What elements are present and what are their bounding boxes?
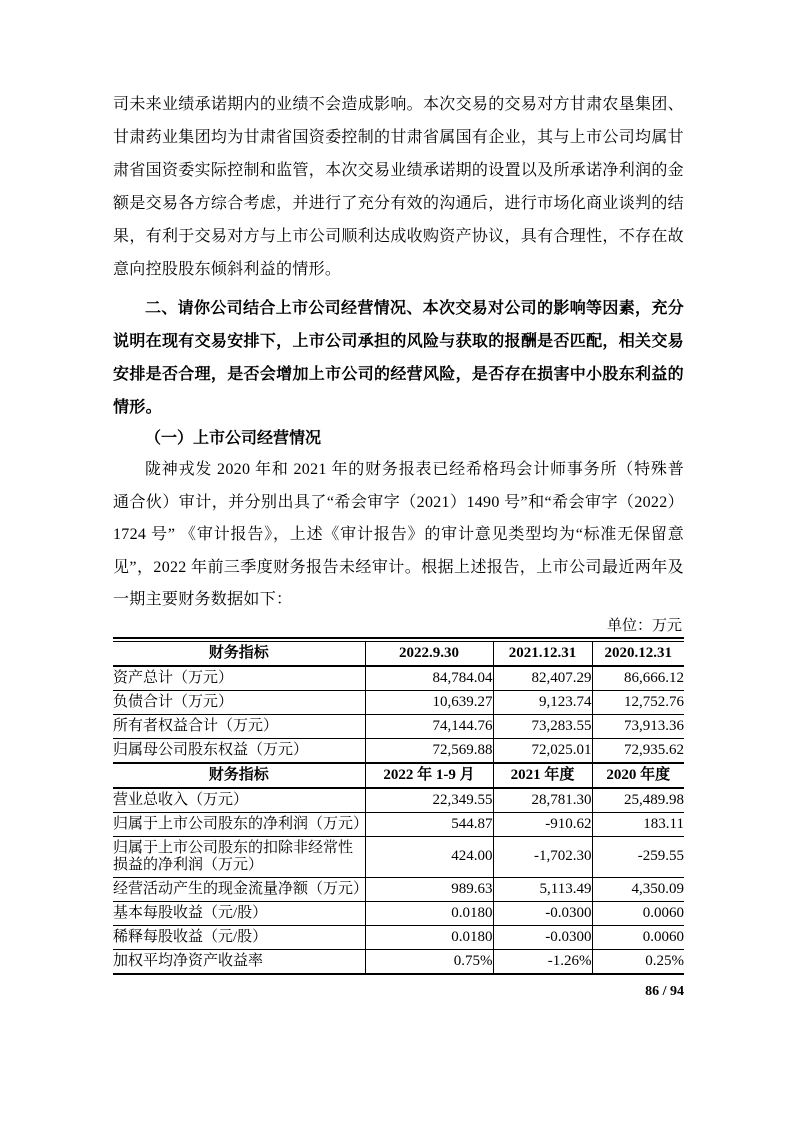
table-row [113,788,684,813]
indicator-value-cell: 544.87 [365,812,493,836]
question-2-heading: 二、请你公司结合上市公司经营情况、本次交易对公司的影响等因素，充分说明在现有交易安排下，上市公司承担的风险与获取的报酬是否匹配，相关交易安排是否合理，是否会增加上市公司的经营风险，是否存在损害中小股东利益的情形。 [113,300,684,416]
indicator-value-cell: 73,283.55 [493,714,592,738]
indicator-label-cell: 负债合计（万元） [113,693,234,710]
table-header-cell: 2022 年 1-9 月 [365,763,493,788]
indicator-value-cell: 4,350.09 [592,877,684,901]
indicator-value-cell: 0.0180 [365,901,493,925]
table-header-cell: 2022.9.30 [365,642,493,666]
table-header-cell: 财务指标 [208,766,269,783]
unit-label: 单位：万元 [606,617,682,634]
indicator-value-cell: 0.0060 [592,901,684,925]
indicator-value-cell: 0.0060 [592,925,684,949]
indicator-label-cell: 所有者权益合计（万元） [113,717,279,734]
table-row [113,877,684,901]
indicator-value-cell: 9,123.74 [493,690,592,714]
indicator-label-cell: 基本每股收益（元/股） [113,904,268,921]
page-number: 86 / 94 [645,984,684,999]
indicator-value-cell: 5,113.49 [493,877,592,901]
table-header-row [113,642,684,666]
page-content [113,88,684,975]
table-row [113,901,684,925]
table-header-cell: 2020.12.31 [592,642,684,666]
indicator-value-cell: 12,752.76 [592,690,684,714]
indicator-label-cell: 稀释每股收益（元/股） [113,928,268,945]
indicator-value-cell: 74,144.76 [365,714,493,738]
indicator-label-cell: 营业总收入（万元） [113,791,249,808]
indicator-value-cell: -910.62 [493,812,592,836]
indicator-value-cell: 28,781.30 [493,788,592,813]
indicator-label-cell: 资产总计（万元） [113,669,234,686]
section-heading-1: （一）上市公司经营情况 [145,430,322,447]
table-row [113,812,684,836]
indicator-value-cell: 183.11 [592,812,684,836]
indicator-value-cell: 989.63 [365,877,493,901]
table-row [113,949,684,974]
indicator-value-cell: 0.25% [592,949,684,974]
table-header-cell: 财务指标 [208,644,269,661]
indicator-value-cell: 73,913.36 [592,714,684,738]
indicator-value-cell: 0.75% [365,949,493,974]
paragraph-audit-info: 陇神戎发 2020 年和 2021 年的财务报表已经希格玛会计师事务所（特殊普通合伙）审计，并分别出具了“希会审字（2021）1490 号”和“希会审字（2022）1724 号” 《审计报告》，上述《审计报告》的审计意见类型均为“标准无保留意见”，2022 年前三季度财务报告未经审计。根据上述报告，上市公司最近两年及一期主要财务数据如下： [113,461,684,608]
table-header-cell: 2020 年度 [592,763,684,788]
indicator-value-cell: 10,639.27 [365,690,493,714]
table-row [113,836,684,877]
table-row [113,714,684,738]
indicator-label-cell: 归属母公司股东权益（万元） [113,741,309,758]
indicator-label-cell: 归属于上市公司股东的净利润（万元） [113,815,369,832]
table-header-row [113,763,684,788]
indicator-value-cell: 82,407.29 [493,666,592,691]
table-header-cell: 2021 年度 [493,763,592,788]
indicator-label-cell: 加权平均净资产收益率 [113,952,264,969]
indicator-value-cell: -259.55 [592,836,684,877]
indicator-value-cell: 86,666.12 [592,666,684,691]
indicator-value-cell: -0.0300 [493,925,592,949]
indicator-label-cell: 归属于上市公司股东的扣除非经常性损益的净利润（万元） [113,839,354,873]
table-row [113,925,684,949]
financial-table [113,642,684,975]
table-header-cell: 2021.12.31 [493,642,592,666]
financial-table-body [113,642,684,974]
indicator-value-cell: 72,569.88 [365,738,493,763]
indicator-value-cell: -1.26% [493,949,592,974]
indicator-value-cell: -1,702.30 [493,836,592,877]
indicator-value-cell: 72,935.62 [592,738,684,763]
table-row [113,666,684,691]
indicator-value-cell: 424.00 [365,836,493,877]
indicator-value-cell: 0.0180 [365,925,493,949]
indicator-value-cell: 25,489.98 [592,788,684,813]
indicator-value-cell: -0.0300 [493,901,592,925]
indicator-label-cell: 经营活动产生的现金流量净额（万元） [113,880,369,897]
indicator-value-cell: 22,349.55 [365,788,493,813]
indicator-value-cell: 84,784.04 [365,666,493,691]
indicator-value-cell: 72,025.01 [493,738,592,763]
paragraph-continuation: 司未来业绩承诺期内的业绩不会造成影响。本次交易的交易对方甘肃农垦集团、甘肃药业集团均为甘肃省国资委控制的甘肃省属国有企业，其与上市公司均属甘肃省国资委实际控制和监管，本次交易业绩承诺期的设置以及所承诺净利润的金额是交易各方综合考虑，并进行了充分有效的沟通后，进行市场化商业谈判的结果，有利于交易对方与上市公司顺利达成收购资产协议，具有合理性，不存在故意向控股股东倾斜利益的情形。 [113,96,684,278]
table-row [113,738,684,763]
table-row [113,690,684,714]
